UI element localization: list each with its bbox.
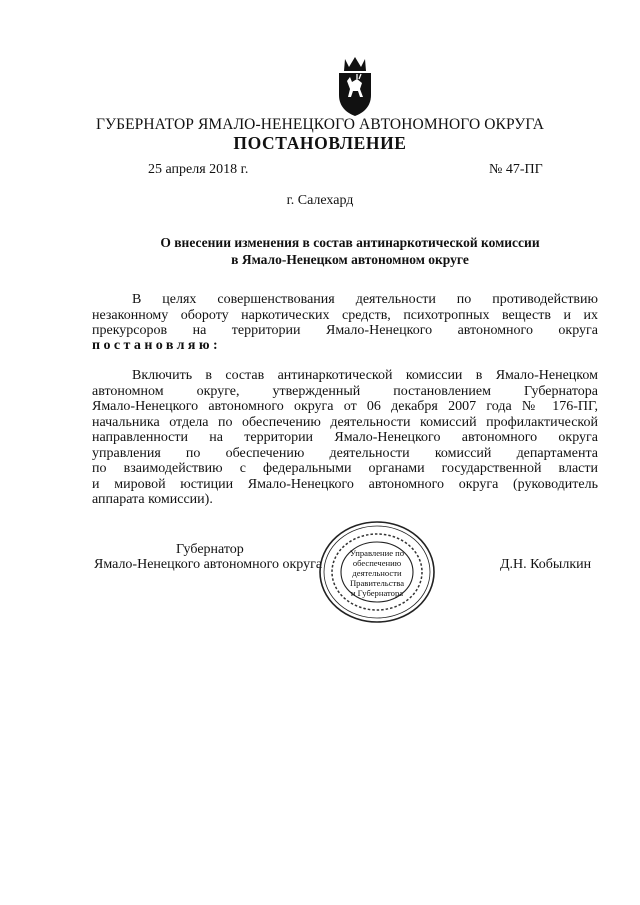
text-line: направленности на территории Ямало-Ненецкого автономного округа bbox=[92, 430, 598, 445]
issuer-heading: ГУБЕРНАТОР ЯМАЛО-НЕНЕЦКОГО АВТОНОМНОГО ОКРУГА bbox=[95, 116, 545, 133]
text-line: Включить в состав антинаркотической комиссии в Ямало-Ненецком bbox=[132, 368, 598, 383]
signatory-title: Губернатор bbox=[176, 542, 244, 557]
stamp-line: деятельности bbox=[352, 568, 402, 578]
text-line: управления по обеспечению деятельности комиссий департамента bbox=[92, 445, 598, 461]
stamp-line: обеспечению bbox=[352, 558, 402, 568]
text-line: автономном округе, утвержденный постановлением Губернатора bbox=[92, 383, 598, 399]
main-paragraph bbox=[92, 368, 598, 508]
subject-line: О внесении изменения в состав антинаркотической комиссии bbox=[160, 235, 540, 250]
text-line: прекурсоров на территории Ямало-Ненецкого автономного округа bbox=[92, 323, 598, 338]
signatory-name: Д.Н. Кобылкин bbox=[500, 557, 592, 572]
subject-line: в Ямало-Ненецком автономном округе bbox=[231, 252, 469, 267]
document-number: № 47-ПГ bbox=[489, 162, 543, 177]
text-line: начальника отдела по обеспечению деятельности комиссий профилактической bbox=[92, 414, 598, 430]
stamp-line: Правительства bbox=[349, 578, 405, 588]
text-line: Ямало-Ненецкого автономного округа от 06 декабря 2007 года № 176-ПГ, bbox=[92, 399, 598, 414]
stamp-line: Управление по bbox=[349, 548, 405, 558]
text-line: и мировой юстиции Ямало-Ненецкого автономного округа (руководитель bbox=[92, 476, 598, 492]
stamp-line: и Губернатора bbox=[350, 588, 404, 598]
document-city: г. Салехард bbox=[286, 193, 354, 208]
preamble-paragraph bbox=[92, 292, 598, 339]
text-line: В целях совершенствования деятельности по противодействию bbox=[132, 292, 598, 307]
document-date: 25 апреля 2018 г. bbox=[148, 162, 249, 177]
text-line: незаконному обороту наркотических средств, психотропных веществ и их bbox=[92, 307, 598, 323]
document-subject bbox=[90, 234, 610, 268]
coat-of-arms-icon bbox=[333, 55, 377, 117]
text-line: аппарата комиссии). bbox=[92, 492, 213, 507]
decree-word: постановляю: bbox=[92, 338, 222, 353]
signatory-organization: Ямало-Ненецкого автономного округа bbox=[94, 557, 323, 572]
document-type-heading: ПОСТАНОВЛЕНИЕ bbox=[233, 133, 407, 153]
stamp-inscription bbox=[345, 548, 409, 598]
text-line: по взаимодействию с федеральными органами государственной власти bbox=[92, 461, 598, 476]
